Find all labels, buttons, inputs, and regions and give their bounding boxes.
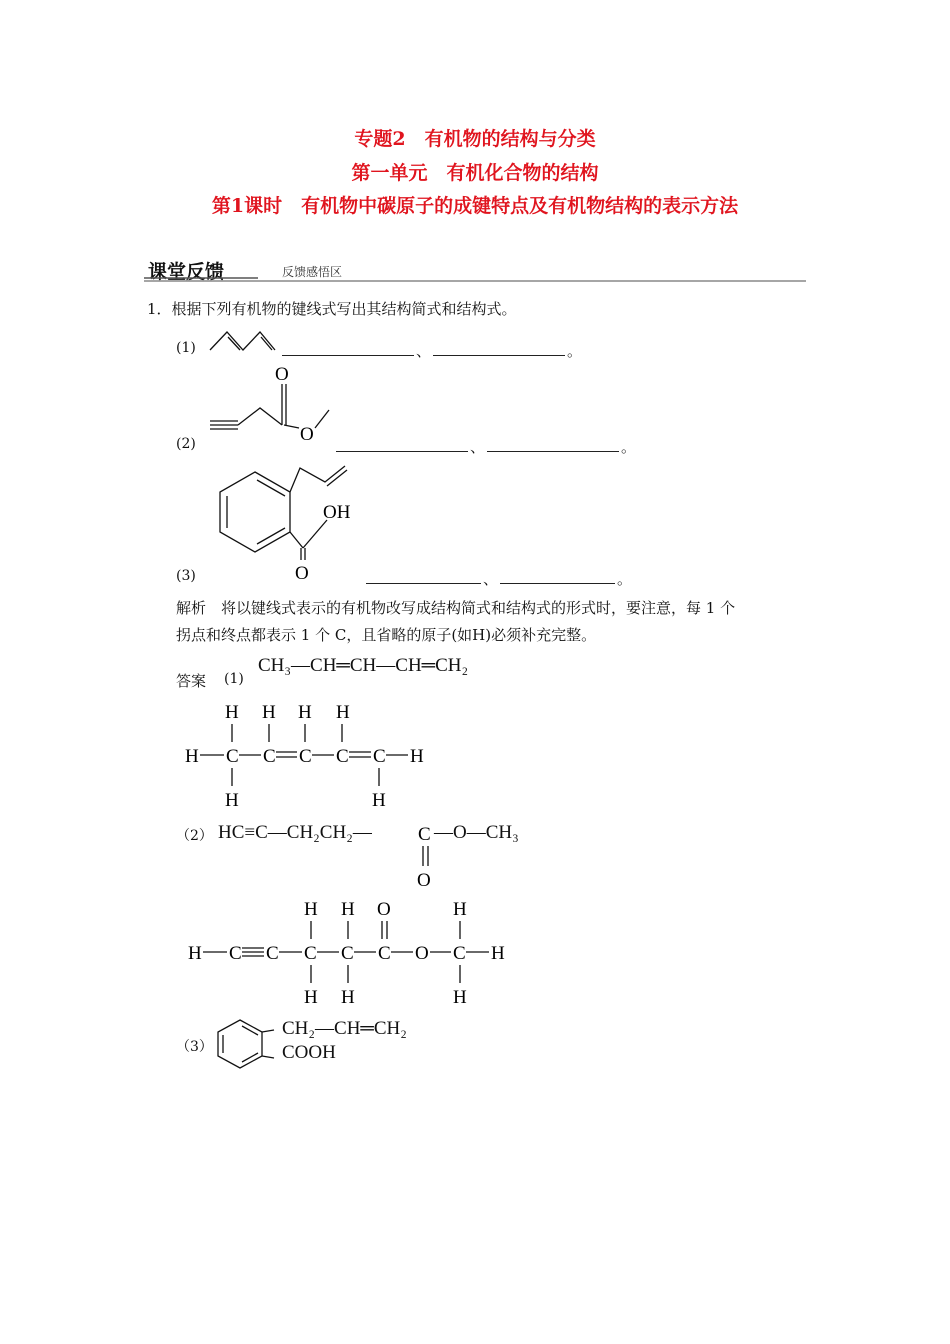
- atom-c: C: [263, 746, 276, 767]
- atom-h: H: [341, 899, 355, 920]
- skeletal-formula-3: [205, 458, 375, 588]
- atom-c: C: [299, 746, 312, 767]
- period: 。: [567, 342, 583, 360]
- answer-2-structural: [180, 893, 520, 1013]
- atom-c: C: [341, 943, 354, 964]
- period: 。: [621, 438, 637, 456]
- atom-h: H: [491, 943, 505, 964]
- atom-h: H: [298, 702, 312, 723]
- section-subtitle: 反馈感悟区: [282, 265, 343, 279]
- atom-h: H: [304, 987, 318, 1008]
- benzene-ring-icon: [212, 1016, 282, 1072]
- section-rule: [0, 0, 950, 300]
- separator: 、: [416, 342, 432, 360]
- blank-structural-full[interactable]: [487, 450, 619, 452]
- formula-atoms: [188, 899, 505, 1008]
- answer-1-structural: [180, 696, 440, 816]
- atom-h: H: [225, 702, 239, 723]
- atom-c: C: [266, 943, 279, 964]
- atom-h: H: [262, 702, 276, 723]
- atom-c: C: [304, 943, 317, 964]
- blank-structural-full[interactable]: [433, 354, 565, 356]
- lesson-title: 第1课时 有机物中碳原子的成键特点及有机物结构的表示方法: [211, 195, 739, 217]
- atom-c: C: [373, 746, 386, 767]
- atom-h: H: [453, 899, 467, 920]
- analysis-line-1: 解析 将以键线式表示的有机物改写成结构简式和结构式的形式时，要注意，每 1 个: [176, 599, 736, 617]
- part-label: (1): [176, 340, 196, 356]
- atom-h: H: [188, 943, 202, 964]
- atom-c: C: [418, 824, 431, 845]
- atom-h: H: [225, 790, 239, 811]
- blank-structural-simple[interactable]: [336, 450, 468, 452]
- atom-c: C: [378, 943, 391, 964]
- answer-blanks-1[interactable]: [280, 340, 582, 361]
- blank-structural-full[interactable]: [500, 582, 615, 584]
- atom-label: OH: [323, 502, 351, 523]
- blank-structural-simple[interactable]: [282, 354, 414, 356]
- answer-blanks-2[interactable]: [334, 436, 636, 457]
- atom-o: O: [417, 870, 431, 891]
- atom-h: H: [410, 746, 424, 767]
- answer-label: 答案: [176, 672, 207, 690]
- answer-2-condensed-right: —O—CH₃: [434, 822, 519, 843]
- section-title: 课堂反馈: [148, 261, 225, 283]
- answer-3-carboxyl: COOH: [282, 1042, 336, 1063]
- atom-o: O: [377, 899, 391, 920]
- atom-label: O: [300, 424, 314, 445]
- answer-3-side-chain: CH₂—CH═CH₂: [282, 1018, 407, 1039]
- separator: 、: [483, 570, 499, 588]
- skeletal-formula-2: [205, 360, 345, 450]
- answer-2-condensed-left: HC≡C—CH₂CH₂—: [218, 822, 372, 843]
- atom-c: C: [453, 943, 466, 964]
- answer-part-label: (1): [224, 671, 244, 687]
- atom-h: H: [372, 790, 386, 811]
- answer-blanks-3[interactable]: [364, 568, 632, 589]
- period: 。: [617, 570, 633, 588]
- question-stem: 1．根据下列有机物的键线式写出其结构简式和结构式。: [147, 300, 517, 318]
- atom-c: C: [336, 746, 349, 767]
- atom-c: C: [229, 943, 242, 964]
- topic-title: 专题2 有机物的结构与分类: [354, 128, 596, 150]
- atom-label: O: [295, 563, 309, 584]
- answer-1-condensed: CH₃—CH═CH—CH═CH₂: [258, 655, 469, 676]
- atom-h: H: [341, 987, 355, 1008]
- separator: 、: [470, 438, 486, 456]
- atom-h: H: [453, 987, 467, 1008]
- atom-h: H: [304, 899, 318, 920]
- skeletal-formula-1: [205, 325, 285, 360]
- blank-structural-simple[interactable]: [366, 582, 481, 584]
- unit-title: 第一单元 有机化合物的结构: [351, 162, 599, 184]
- answer-part-label: （3）: [176, 1039, 213, 1055]
- formula-atoms: [185, 702, 424, 811]
- part-label: (2): [176, 436, 196, 452]
- atom-h: H: [185, 746, 199, 767]
- atom-h: H: [336, 702, 350, 723]
- atom-o: O: [415, 943, 429, 964]
- part-label: (3): [176, 568, 196, 584]
- answer-part-label: （2）: [176, 828, 213, 844]
- atom-c: C: [226, 746, 239, 767]
- analysis-line-2: 拐点和终点都表示 1 个 C，且省略的原子(如H)必须补充完整。: [176, 626, 597, 644]
- atom-label: O: [275, 364, 289, 385]
